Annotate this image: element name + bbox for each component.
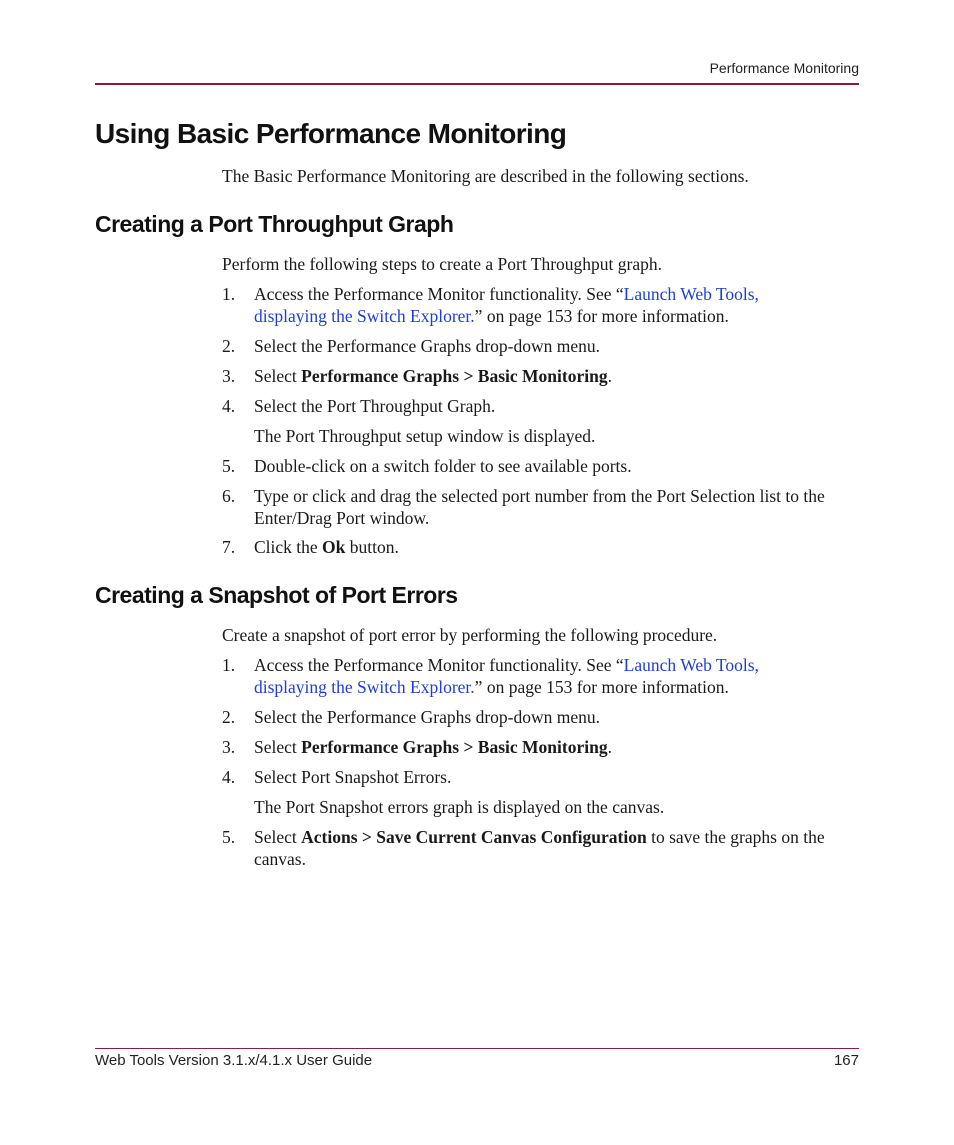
launch-web-tools-link[interactable]: Launch Web Tools, displaying the Switch Explorer. bbox=[254, 284, 759, 326]
step-text: Select Performance Graphs > Basic Monitoring. bbox=[254, 366, 612, 386]
step-text: Double-click on a switch folder to see available ports. bbox=[254, 456, 632, 476]
step-text: Select the Performance Graphs drop-down menu. bbox=[254, 336, 601, 356]
page-number: 167 bbox=[833, 1052, 859, 1069]
step-number: 5. bbox=[222, 456, 236, 476]
step-number: 7. bbox=[222, 537, 236, 557]
section-lead: Create a snapshot of port error by performing the following procedure. bbox=[222, 625, 718, 645]
step-text: Select Performance Graphs > Basic Monitoring. bbox=[254, 737, 612, 757]
footer-guide-title: Web Tools Version 3.1.x/4.1.x User Guide bbox=[95, 1052, 373, 1069]
step-number: 6. bbox=[222, 486, 236, 506]
step-number: 3. bbox=[222, 366, 236, 386]
running-header: Performance Monitoring bbox=[709, 60, 859, 76]
section-heading-snapshot-port-errors: Creating a Snapshot of Port Errors bbox=[95, 582, 458, 608]
step-number: 2. bbox=[222, 336, 236, 356]
step-number: 4. bbox=[222, 767, 236, 787]
step-text: Select Port Snapshot Errors. bbox=[254, 767, 452, 787]
step-text: Access the Performance Monitor functionality. See “Launch Web Tools, displaying the Switch Explorer.” on page 153 for more information. bbox=[254, 655, 759, 697]
intro-paragraph: The Basic Performance Monitoring are described in the following sections. bbox=[222, 166, 749, 186]
step-number: 1. bbox=[222, 284, 236, 304]
launch-web-tools-link[interactable]: Launch Web Tools, displaying the Switch Explorer. bbox=[254, 655, 759, 697]
step-text: Click the Ok button. bbox=[254, 537, 399, 557]
step-number: 5. bbox=[222, 827, 236, 847]
step-number: 4. bbox=[222, 396, 236, 416]
footer-rule bbox=[95, 1048, 859, 1049]
step-note: The Port Snapshot errors graph is displayed on the canvas. bbox=[254, 797, 665, 817]
header-rule bbox=[95, 83, 859, 85]
step-text: Select Actions > Save Current Canvas Configuration to save the graphs on the canvas. bbox=[254, 827, 825, 869]
step-text: Select the Performance Graphs drop-down menu. bbox=[254, 707, 601, 727]
step-number: 2. bbox=[222, 707, 236, 727]
section-heading-port-throughput: Creating a Port Throughput Graph bbox=[95, 211, 454, 237]
step-number: 3. bbox=[222, 737, 236, 757]
page-title: Using Basic Performance Monitoring bbox=[95, 118, 567, 149]
step-text: Access the Performance Monitor functionality. See “Launch Web Tools, displaying the Switch Explorer.” on page 153 for more information. bbox=[254, 284, 759, 326]
step-text: Select the Port Throughput Graph. bbox=[254, 396, 496, 416]
step-note: The Port Throughput setup window is displayed. bbox=[254, 426, 596, 446]
step-text: Type or click and drag the selected port number from the Port Selection list to the Enter/Drag Port window. bbox=[254, 486, 825, 528]
step-number: 1. bbox=[222, 655, 236, 675]
section-lead: Perform the following steps to create a Port Throughput graph. bbox=[222, 254, 662, 274]
